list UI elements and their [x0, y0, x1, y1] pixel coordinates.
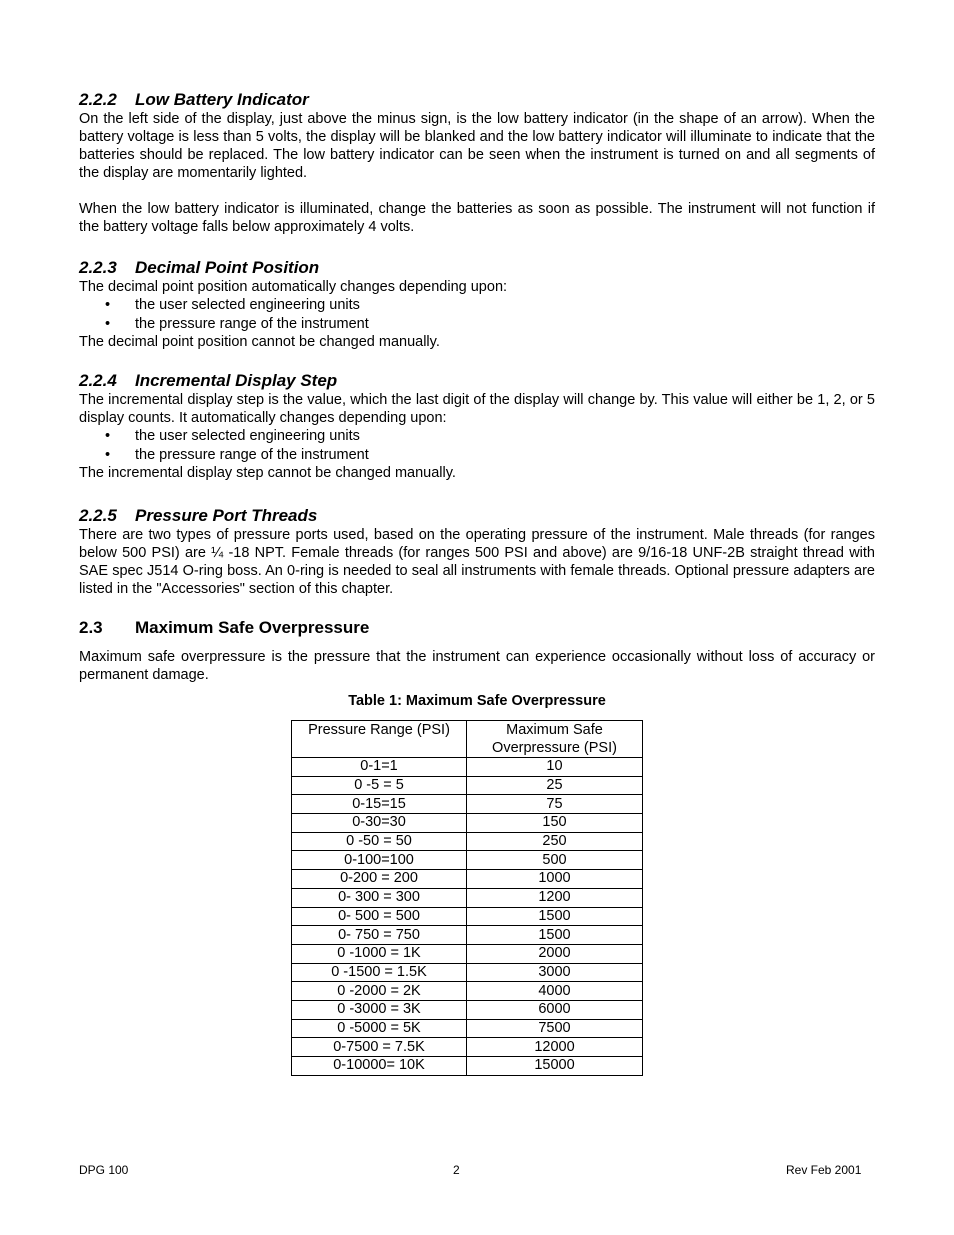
bullet-list [79, 296, 875, 333]
table-row [292, 776, 643, 795]
max-overpressure-cell: 7500 [467, 1019, 643, 1038]
max-overpressure-cell: 250 [467, 832, 643, 851]
section-heading [79, 506, 875, 526]
max-overpressure-cell: 4000 [467, 982, 643, 1001]
section-number: 2.2.2 [79, 90, 117, 109]
table-row [292, 814, 643, 833]
column-header: Pressure Range (PSI) [292, 721, 467, 758]
pressure-range-cell: 0-10000= 10K [292, 1057, 467, 1076]
bullet-icon: • [105, 446, 111, 463]
max-overpressure-cell: 3000 [467, 963, 643, 982]
pressure-range-cell: 0-15=15 [292, 795, 467, 814]
table-row [292, 1057, 643, 1076]
pressure-range-cell: 0-30=30 [292, 814, 467, 833]
pressure-range-cell: 0 -1500 = 1.5K [292, 963, 467, 982]
table-row [292, 870, 643, 889]
section-title: Low Battery Indicator [135, 90, 309, 109]
pressure-range-cell: 0-1=1 [292, 758, 467, 777]
pressure-range-cell: 0-100=100 [292, 851, 467, 870]
section-heading [79, 618, 875, 638]
list-item-text: the user selected engineering units [135, 297, 360, 313]
list-item-text: the pressure range of the instrument [135, 446, 369, 463]
max-overpressure-cell: 500 [467, 851, 643, 870]
pressure-range-cell: 0 -5000 = 5K [292, 1019, 467, 1038]
table-row [292, 851, 643, 870]
table-row [292, 926, 643, 945]
table-row [292, 758, 643, 777]
table-row [292, 1019, 643, 1038]
max-overpressure-cell: 1500 [467, 926, 643, 945]
section-incremental-step [79, 371, 875, 482]
table-row [292, 1038, 643, 1057]
pressure-range-cell: 0 -5 = 5 [292, 776, 467, 795]
section-low-battery [79, 90, 875, 236]
table-row [292, 1000, 643, 1019]
list-item [79, 315, 875, 334]
pressure-range-cell: 0- 500 = 500 [292, 907, 467, 926]
table-row [292, 907, 643, 926]
max-overpressure-cell: 150 [467, 814, 643, 833]
table-row [292, 963, 643, 982]
footer-left: DPG 100 [79, 1163, 129, 1177]
max-overpressure-cell: 12000 [467, 1038, 643, 1057]
bullet-icon: • [105, 297, 111, 313]
section-number: 2.2.3 [79, 258, 117, 277]
paragraph: The incremental display step cannot be changed manually. [79, 465, 456, 481]
pressure-range-cell: 0- 750 = 750 [292, 926, 467, 945]
section-pressure-port [79, 506, 875, 598]
pressure-range-cell: 0 -3000 = 3K [292, 1000, 467, 1019]
pressure-range-cell: 0- 300 = 300 [292, 888, 467, 907]
max-overpressure-cell: 1000 [467, 870, 643, 889]
pressure-range-cell: 0-7500 = 7.5K [292, 1038, 467, 1057]
max-overpressure-cell: 75 [467, 795, 643, 814]
max-overpressure-cell: 10 [467, 758, 643, 777]
section-number: 2.2.5 [79, 506, 117, 525]
table-caption: Table 1: Maximum Safe Overpressure [348, 693, 606, 709]
overpressure-table [291, 720, 643, 1076]
pressure-range-cell: 0 -2000 = 2K [292, 982, 467, 1001]
section-heading [79, 90, 875, 110]
list-item [79, 446, 875, 465]
pressure-range-cell: 0 -50 = 50 [292, 832, 467, 851]
table-row [292, 795, 643, 814]
paragraph: Maximum safe overpressure is the pressure that the instrument can experience occasionally without loss of accuracy or permanent damage. [79, 649, 875, 683]
table-row [292, 832, 643, 851]
table-body [292, 758, 643, 1076]
section-overpressure [79, 618, 875, 684]
pressure-range-cell: 0-200 = 200 [292, 870, 467, 889]
list-item-text: the user selected engineering units [135, 428, 360, 444]
max-overpressure-cell: 1500 [467, 907, 643, 926]
table-row [292, 944, 643, 963]
paragraph: The decimal point position cannot be changed manually. [79, 334, 440, 350]
paragraph: When the low battery indicator is illuminated, change the batteries as soon as possible. The instrument will not function if the battery voltage falls below approximately 4 volts. [79, 201, 875, 235]
bullet-icon: • [105, 315, 111, 332]
max-overpressure-cell: 6000 [467, 1000, 643, 1019]
section-title: Pressure Port Threads [135, 506, 318, 525]
list-item [79, 427, 875, 446]
pressure-range-cell: 0 -1000 = 1K [292, 944, 467, 963]
footer-right: Rev Feb 2001 [786, 1163, 862, 1177]
section-number: 2.2.4 [79, 371, 117, 390]
max-overpressure-cell: 2000 [467, 944, 643, 963]
bullet-list [79, 427, 875, 464]
footer-page-number: 2 [453, 1163, 460, 1177]
paragraph: On the left side of the display, just above the minus sign, is the low battery indicator (in the shape of an arrow). When the battery voltage is less than 5 volts, the display will be blanked and the low battery indicator will illuminate to indicate that the batteries should be replaced. The low battery indicator can be seen when the instrument is turned on and all segments of the display are momentarily lighted. [79, 111, 875, 181]
section-title: Maximum Safe Overpressure [135, 618, 370, 637]
section-number: 2.3 [79, 618, 103, 637]
max-overpressure-cell: 1200 [467, 888, 643, 907]
table-row [292, 982, 643, 1001]
paragraph: There are two types of pressure ports used, based on the operating pressure of the instrument. Male threads (for ranges below 500 PSI) are ¼ -18 NPT. Female threads (for ranges 500 PSI and above) are 9/16-18 UNF-2B straight thread with SAE spec J514 O-ring boss. An 0-ring is needed to seal all instruments with female threads. Optional pressure adapters are listed in the "Accessories" section of this chapter. [79, 527, 875, 597]
list-item-text: the pressure range of the instrument [135, 315, 369, 332]
list-item [79, 296, 875, 315]
table-header-row [292, 721, 643, 758]
section-title: Decimal Point Position [135, 258, 320, 277]
max-overpressure-cell: 25 [467, 776, 643, 795]
section-decimal-point [79, 258, 875, 351]
column-header: Maximum Safe Overpressure (PSI) [467, 721, 643, 758]
section-heading [79, 258, 875, 278]
bullet-icon: • [105, 428, 111, 444]
section-heading [79, 371, 875, 391]
paragraph: The incremental display step is the value, which the last digit of the display will change by. This value will either be 1, 2, or 5 display counts. It automatically changes depending upon: [79, 392, 875, 426]
table-row [292, 888, 643, 907]
section-title: Incremental Display Step [135, 371, 338, 390]
paragraph: The decimal point position automatically changes depending upon: [79, 279, 508, 295]
max-overpressure-cell: 15000 [467, 1057, 643, 1076]
